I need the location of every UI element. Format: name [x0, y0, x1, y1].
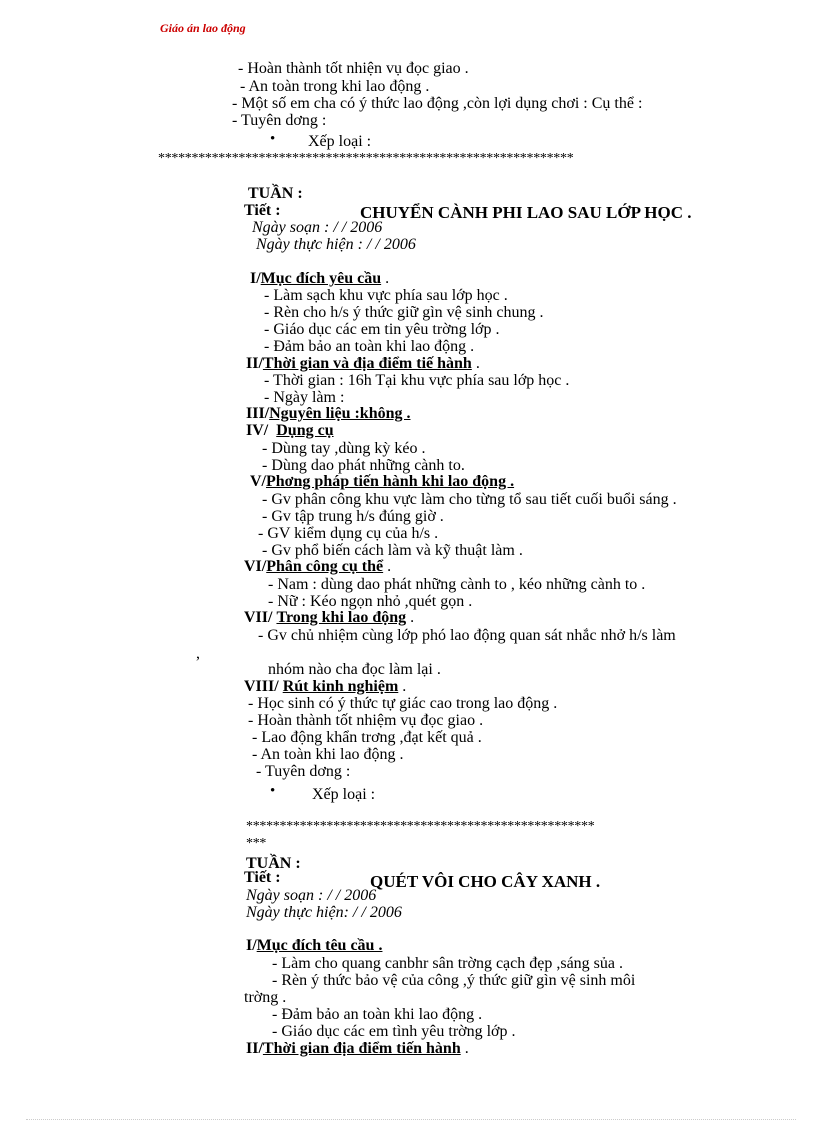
lesson1-s8-item-2: - Hoàn thành tốt nhiệm vụ đọc giao . [248, 712, 484, 729]
prev-line-3: - Một số em cha có ý thức lao động ,còn lợi dụng chơi : Cụ thể : [232, 95, 643, 112]
lesson1-s8-item-3: - Lao động khẩn trơng ,đạt kết quả . [252, 729, 482, 746]
lesson1-teach-date: Ngày thực hiện : / / 2006 [256, 236, 416, 253]
lesson1-section2-heading: II/Thời gian và địa điểm tiế hành . [246, 355, 480, 372]
lesson1-s7-line-2: nhóm nào cha đọc làm lại . [268, 661, 441, 678]
lesson1-section5-heading [250, 473, 514, 490]
lesson2-section1-heading [246, 937, 382, 954]
lesson1-s4-item-1: - Dùng tay ,dùng kỳ kéo . [262, 440, 426, 457]
prev-rating: Xếp loại : [308, 133, 372, 150]
lesson1-week: TUẦN : [248, 185, 303, 202]
lesson2-s1-item-1: - Làm cho quang canbhr sân trờng cạch đẹp ,sáng sủa . [272, 955, 624, 972]
lesson1-s8-item-1: - Học sinh có ý thức tự giác cao trong lao động . [248, 695, 558, 712]
lesson1-rating: Xếp loại : [312, 786, 376, 803]
lesson2-s1-item-2: - Rèn ý thức bảo vệ của công ,ý thức giữ gìn vệ sinh môi [272, 972, 636, 989]
page-header-label: Giáo án lao động [160, 21, 246, 35]
lesson1-section1-heading: I/Mục đích yêu cầu . [250, 270, 390, 287]
section-title: Rút kinh nghiệm [282, 678, 399, 695]
section-dot: . [464, 1040, 469, 1057]
divider-stars: ************************************************************** [158, 151, 574, 166]
lesson1-s2-item-2: - Ngày làm : [264, 389, 345, 406]
section-title: Dụng cụ [276, 422, 334, 439]
lesson2-title: QUÉT VÔI CHO CÂY XANH . [370, 872, 601, 891]
lesson2-week: TUẦN : [246, 855, 301, 872]
bullet-icon: • [270, 131, 276, 147]
lesson2-s1-item-3: - Đảm bảo an toàn khi lao động . [272, 1006, 483, 1023]
lesson1-s2-item-1: - Thời gian : 16h Tại khu vực phía sau lớp học . [264, 372, 570, 389]
lesson1-s7-line-1: - Gv chủ nhiệm cùng lớp phó lao động quan sát nhắc nhở h/s làm [258, 627, 676, 644]
section-title: Trong khi lao động [276, 609, 407, 626]
section-title: Phơng pháp tiến hành khi lao động . [266, 473, 515, 490]
lesson1-section3-heading [246, 405, 411, 422]
section-number: III/ [246, 405, 270, 422]
section-number: II/ [246, 1040, 263, 1057]
lesson1-section7-heading: VII/ Trong khi lao động . [244, 609, 415, 626]
lesson2-teach-date: Ngày thực hiện: / / 2006 [246, 904, 402, 921]
prev-line-4: - Tuyên dơng : [232, 112, 327, 129]
lesson2-period: Tiết : [244, 869, 281, 886]
lesson1-s5-item-1: - Gv phân công khu vực làm cho từng tổ sau tiết cuối buổi sáng . [262, 491, 677, 508]
section-title: Mục đích yêu cầu [260, 270, 382, 287]
lesson1-s4-item-2: - Dùng dao phát những cành to. [262, 457, 465, 474]
section-title: Phân công cụ thể [266, 558, 384, 575]
lesson1-s5-item-3: - GV kiểm dụng cụ của h/s . [258, 525, 439, 542]
section-title: Mục đích têu cầu . [256, 937, 383, 954]
lesson1-prep-date: Ngày soạn : / / 2006 [252, 219, 383, 236]
page-bottom-rule [26, 1119, 796, 1120]
section-number: VI/ [244, 558, 267, 575]
section-title: Nguyên liệu :không . [269, 405, 411, 422]
section-number: I/ [246, 937, 257, 954]
section-title: Thời gian địa điểm tiến hành [262, 1040, 461, 1057]
prev-line-2: - An toàn trong khi lao động . [240, 78, 430, 95]
section-number: I/ [250, 270, 261, 287]
section-number: V/ [250, 473, 266, 490]
lesson1-s6-item-2: - Nữ : Kéo ngọn nhỏ ,quét gọn . [268, 593, 473, 610]
lesson1-period: Tiết : [244, 202, 281, 219]
lesson1-s8-item-5: - Tuyên dơng : [256, 763, 351, 780]
lesson1-section8-heading: VIII/ Rút kinh nghiệm . [244, 678, 407, 695]
lesson2-s1-item-2-cont: trờng . [244, 989, 287, 1006]
bullet-icon: • [270, 783, 276, 799]
lesson2-s1-item-4: - Giáo dục các em tình yêu trờng lớp . [272, 1023, 516, 1040]
lesson1-s1-item-2: - Rèn cho h/s ý thức giữ gìn vệ sinh chung . [264, 304, 544, 321]
section-number: VIII/ [244, 678, 279, 695]
lesson1-s5-item-4: - Gv phổ biến cách làm và kỹ thuật làm . [262, 542, 523, 559]
section-number: II/ [246, 355, 263, 372]
lesson1-s6-item-1: - Nam : dùng dao phát những cành to , kéo những cành to . [268, 576, 646, 593]
section-number: IV/ [246, 422, 269, 439]
lesson1-title: CHUYỂN CÀNH PHI LAO SAU LỚP HỌC . [360, 203, 692, 222]
divider-stars-tail: *** [246, 836, 267, 851]
divider-stars: **************************************************** [246, 819, 595, 834]
lesson1-s8-item-4: - An toàn khi lao động . [252, 746, 404, 763]
lesson2-prep-date: Ngày soạn : / / 2006 [246, 887, 377, 904]
lesson1-s7-stray-comma: , [196, 645, 200, 662]
lesson1-s1-item-1: - Làm sạch khu vực phía sau lớp học . [264, 287, 508, 304]
prev-line-1: - Hoàn thành tốt nhiện vụ đọc giao . [238, 60, 469, 77]
lesson1-s1-item-3: - Giáo dục các em tin yêu trờng lớp . [264, 321, 500, 338]
lesson1-section4-heading [246, 422, 334, 439]
lesson1-s5-item-2: - Gv tập trung h/s đúng giờ . [262, 508, 444, 525]
lesson1-s1-item-4: - Đảm bảo an toàn khi lao động . [264, 338, 475, 355]
lesson2-section2-heading [246, 1040, 469, 1057]
section-number: VII/ [244, 609, 273, 626]
section-title: Thời gian và địa điểm tiế hành [262, 355, 472, 372]
lesson1-section6-heading: VI/Phân công cụ thể . [244, 558, 392, 575]
